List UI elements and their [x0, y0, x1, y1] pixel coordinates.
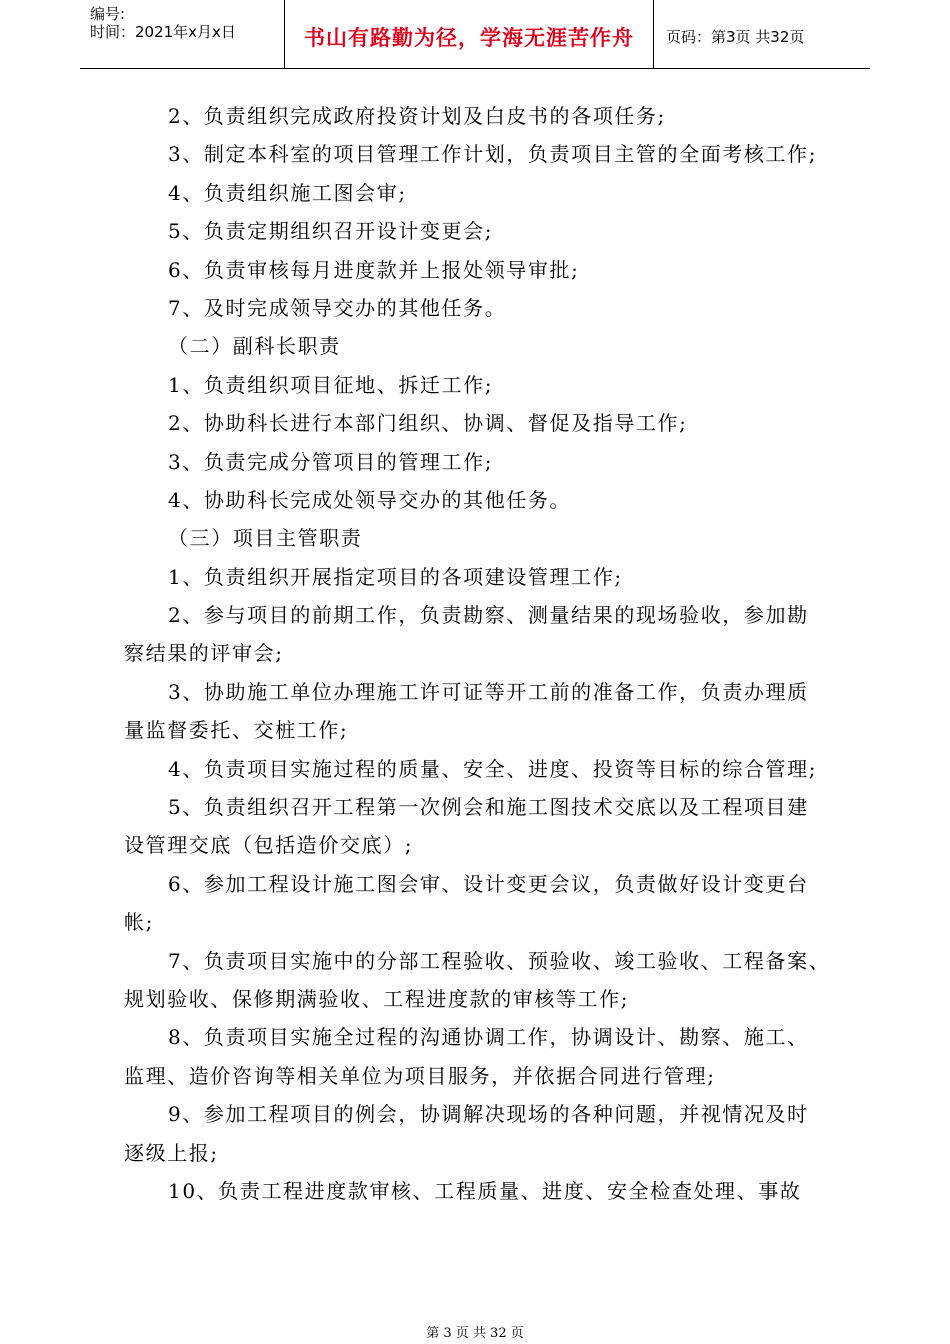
- paragraph-line: 1、负责组织项目征地、拆迁工作;: [168, 372, 494, 397]
- paragraph-line: 6、参加工程设计施工图会审、设计变更会议，负责做好设计变更台: [168, 871, 809, 896]
- paragraph-line: 10、负责工程进度款审核、工程质量、进度、安全检查处理、事故: [168, 1178, 802, 1203]
- paragraph-line: 3、制定本科室的项目管理工作计划，负责项目主管的全面考核工作;: [168, 142, 818, 167]
- paragraph-line: 5、负责定期组织召开设计变更会;: [168, 219, 494, 244]
- paragraph-line: 逐级上报;: [124, 1140, 219, 1165]
- paragraph-line: 4、协助科长完成处领导交办的其他任务。: [168, 487, 572, 512]
- paragraph-line: 3、负责完成分管项目的管理工作;: [168, 449, 494, 474]
- paragraph-line: 1、负责组织开展指定项目的各项建设管理工作;: [168, 564, 623, 589]
- paragraph-line: 设管理交底（包括造价交底）;: [124, 833, 414, 858]
- header-motto-cell: [285, 0, 654, 68]
- page-header: [80, 0, 870, 69]
- paragraph-line: 量监督委托、交桩工作;: [124, 718, 349, 743]
- paragraph-line: 察结果的评审会;: [124, 641, 284, 666]
- header-info-cell: [80, 0, 285, 68]
- header-motto: 书山有路勤为径，学海无涯苦作舟: [304, 26, 634, 50]
- document-body: [124, 97, 844, 1210]
- paragraph-line: 7、负责项目实施中的分部工程验收、预验收、竣工验收、工程备案、: [168, 948, 831, 973]
- paragraph-line: 规划验收、保修期满验收、工程进度款的审核等工作;: [124, 986, 630, 1011]
- paragraph-line: 2、参与项目的前期工作，负责勘察、测量结果的现场验收，参加勘: [168, 603, 809, 628]
- paragraph-line: （三）项目主管职责: [168, 526, 363, 551]
- paragraph-line: 8、负责项目实施全过程的沟通协调工作，协调设计、勘察、施工、: [168, 1025, 809, 1050]
- paragraph-line: 4、负责项目实施过程的质量、安全、进度、投资等目标的综合管理;: [168, 756, 818, 781]
- paragraph-line: 帐;: [124, 910, 154, 935]
- paragraph-line: 7、及时完成领导交办的其他任务。: [168, 295, 507, 320]
- document-time-label: 时间：2021年x月x日: [90, 23, 236, 41]
- document-number-label: 编号:: [90, 5, 126, 23]
- paragraph-line: 5、负责组织召开工程第一次例会和施工图技术交底以及工程项目建: [168, 795, 809, 820]
- paragraph-line: 4、负责组织施工图会审;: [168, 180, 407, 205]
- paragraph-line: 9、参加工程项目的例会，协调解决现场的各种问题，并视情况及时: [168, 1102, 809, 1127]
- paragraph-line: （二）副科长职责: [168, 334, 341, 359]
- page-footer: 第 3 页 共 32 页: [426, 1326, 524, 1341]
- paragraph-line: 监理、造价咨询等相关单位为项目服务，并依据合同进行管理;: [124, 1063, 716, 1088]
- header-page-code: 页码：第3页 共32页: [666, 28, 805, 46]
- paragraph-line: 2、负责组织完成政府投资计划及白皮书的各项任务;: [168, 104, 666, 128]
- header-page-cell: [654, 0, 870, 68]
- paragraph-line: 3、协助施工单位办理施工许可证等开工前的准备工作，负责办理质: [168, 679, 809, 704]
- paragraph-line: 6、负责审核每月进度款并上报处领导审批;: [168, 257, 580, 282]
- paragraph-line: 2、协助科长进行本部门组织、协调、督促及指导工作;: [168, 411, 688, 436]
